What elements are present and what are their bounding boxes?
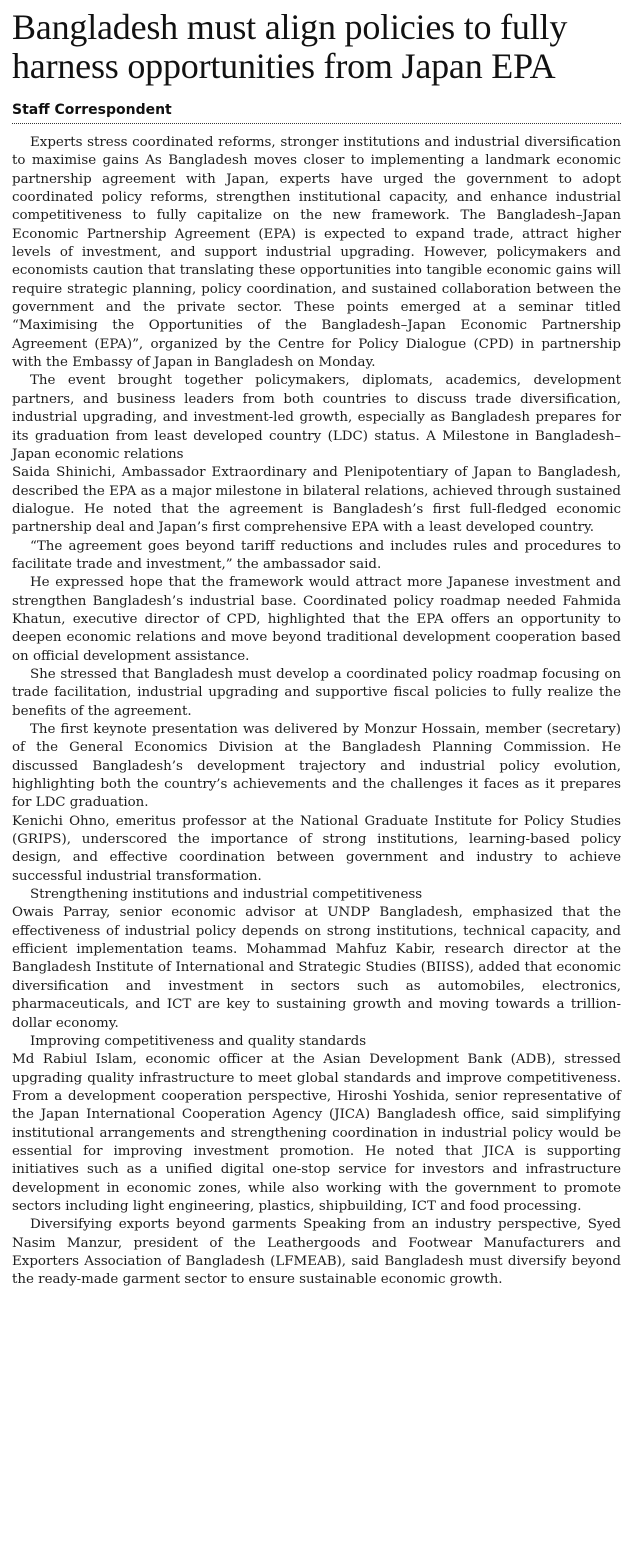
dotted-divider: [12, 123, 621, 124]
subhead-competitiveness: Improving competitiveness and quality standards: [30, 1033, 367, 1049]
paragraph-intro: Experts stress coordinated reforms, stronger institutions and industrial diversification to maximise gains As Bangladesh moves closer to implementing a landmark economic partnership agreement with Japan, experts have urged the government to adopt coordinated policy reforms, strengthen institutional capacity, and enhance industrial competitiveness to fully capitalize on the new framework. The Bangladesh–Japan Economic Partnership Agreement (EPA) is expected to expand trade, attract higher levels of investment, and support industrial upgrading. However, policymakers and economists caution that translating these opportunities into tangible economic gains will require strategic planning, policy coordination, and sustained collaboration between the government and the private sector. These points emerged at a seminar titled “Maximising the Opportunities of the Bangladesh–Japan Economic Partnership Agreement (EPA)”, organized by the Centre for Policy Dialogue (CPD) in partnership with the Embassy of Japan in Bangladesh on Monday.: [12, 135, 621, 371]
paragraph-roadmap: She stressed that Bangladesh must develop a coordinated policy roadmap focusing on trade facilitation, industrial upgrading and supportive fiscal policies to fully realize the benefits of the agreement.: [12, 666, 621, 719]
paragraph-investment: He expressed hope that the framework would attract more Japanese investment and strengthen Bangladesh’s industrial base. Coordinated policy roadmap needed Fahmida Khatun, executive director of CPD, highlighted that the EPA offers an opportunity to deepen economic relations and move beyond traditional development cooperation based on official development assistance.: [12, 575, 621, 664]
paragraph-event: The event brought together policymakers, diplomats, academics, development partners, and business leaders from both countries to discuss trade diversification, industrial upgrading, and investment-led growth, especially as Bangladesh prepares for its graduation from least developed country (LDC) status. A Milestone in Bangladesh–Japan economic relations: [12, 373, 621, 462]
headline: Bangladesh must align policies to fully harness opportunities from Japan EPA: [12, 7, 568, 86]
article-body: [12, 134, 621, 1290]
subhead-institutions: Strengthening institutions and industrial competitiveness: [30, 887, 423, 903]
paragraph-grips: Kenichi Ohno, emeritus professor at the National Graduate Institute for Policy Studies (GRIPS), underscored the importance of strong institutions, learning-based policy design, and effective coordination between government and industry to achieve successful industrial transformation.: [12, 813, 621, 884]
byline: Staff Correspondent: [12, 102, 172, 118]
paragraph-quote: “The agreement goes beyond tariff reductions and includes rules and procedures to facilitate trade and investment,” the ambassador said.: [12, 538, 621, 572]
paragraph-exports: Diversifying exports beyond garments Speaking from an industry perspective, Syed Nasim Manzur, president of the Leathergoods and Footwear Manufacturers and Exporters Association of Bangladesh (LFMEAB), said Bangladesh must diversify beyond the ready-made garment sector to ensure sustainable economic growth.: [12, 1217, 621, 1288]
paragraph-adb: Md Rabiul Islam, economic officer at the Asian Development Bank (ADB), stressed upgrading quality infrastructure to meet global standards and improve competitiveness. From a development cooperation perspective, Hiroshi Yoshida, senior representative of the Japan International Cooperation Agency (JICA) Bangladesh office, said simplifying institutional arrangements and strengthening coordination in industrial policy would be essential for improving investment promotion. He noted that JICA is supporting initiatives such as a unified digital one-stop service for investors and infrastructure development in economic zones, while also working with the government to promote sectors including light engineering, plastics, shipbuilding, ICT and food processing.: [12, 1052, 621, 1214]
paragraph-keynote: The first keynote presentation was delivered by Monzur Hossain, member (secretary) of the General Economics Division at the Bangladesh Planning Commission. He discussed Bangladesh’s development trajectory and industrial policy evolution, highlighting both the country’s achievements and the challenges it faces as it prepares for LDC graduation.: [12, 722, 621, 811]
paragraph-ambassador: Saida Shinichi, Ambassador Extraordinary and Plenipotentiary of Japan to Bangladesh, described the EPA as a major milestone in bilateral relations, achieved through sustained dialogue. He noted that the agreement is Bangladesh’s first full-fledged economic partnership deal and Japan’s first comprehensive EPA with a least developed country.: [12, 465, 621, 536]
paragraph-undp: Owais Parray, senior economic advisor at UNDP Bangladesh, emphasized that the effectiveness of industrial policy depends on strong institutions, technical capacity, and efficient implementation teams. Mohammad Mahfuz Kabir, research director at the Bangladesh Institute of International and Strategic Studies (BIISS), added that economic diversification and investment in sectors such as automobiles, electronics, pharmaceuticals, and ICT are key to sustaining growth and moving towards a trillion-dollar economy.: [12, 905, 621, 1031]
